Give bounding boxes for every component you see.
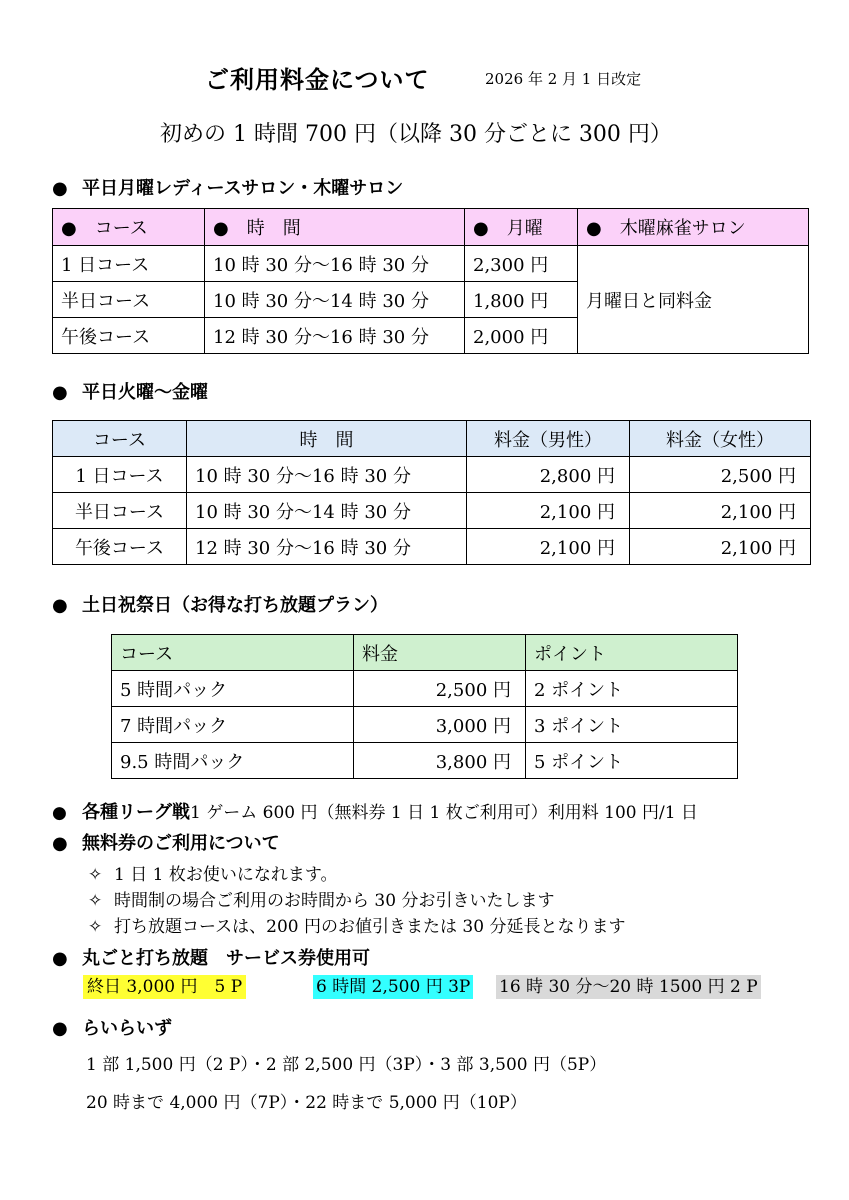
sparkle-icon: ✧ xyxy=(88,891,103,911)
table-row: 9.5 時間パック 3,800 円 5 ポイント xyxy=(112,743,738,779)
rairaizu-heading: ● らいらいず xyxy=(52,1018,172,1039)
coupon-heading: ● 無料券のご利用について xyxy=(52,833,280,854)
league-line: ● 各種リーグ戦1 ゲーム 600 円（無料券 1 日 1 枚ご利用可）利用料 100 円/1 日 xyxy=(52,802,698,823)
table-header: ● 月曜 xyxy=(465,209,578,246)
table-header: 料金 xyxy=(354,635,526,671)
thursday-same-price-note: 月曜日と同料金 xyxy=(578,246,809,354)
section1-heading: ● 平日月曜レディースサロン・木曜サロン xyxy=(52,178,404,199)
list-item: ✧ 時間制の場合ご利用のお時間から 30 分お引きいたします xyxy=(88,891,555,911)
bullet-icon: ● xyxy=(52,1018,68,1039)
all-you-can-play-heading: ● 丸ごと打ち放題 サービス券使用可 xyxy=(52,948,370,969)
table-header: 時 間 xyxy=(187,421,467,457)
table-header: ● コース xyxy=(53,209,205,246)
section2-heading: ● 平日火曜～金曜 xyxy=(52,382,208,403)
table-header: ポイント xyxy=(526,635,738,671)
rairaizu-line-1: 1 部 1,500 円（2 P）・2 部 2,500 円（3P）・3 部 3,500 円（5P） xyxy=(86,1055,607,1075)
base-price-subtitle: 初めの 1 時間 700 円（以降 30 分ごとに 300 円） xyxy=(160,122,672,147)
weekday-tue-fri-table xyxy=(52,420,811,565)
table-header: ● 時 間 xyxy=(205,209,465,246)
all-day-option: 終日 3,000 円 5 P xyxy=(83,975,246,999)
table-header: 料金（女性） xyxy=(630,421,811,457)
table-row: 午後コース 12 時 30 分～16 時 30 分 2,100 円 2,100 円 xyxy=(53,529,811,565)
bullet-icon: ● xyxy=(52,178,68,199)
table-row: 午後コース 12 時 30 分～16 時 30 分 2,000 円 xyxy=(53,318,809,354)
bullet-icon: ● xyxy=(52,833,68,854)
table-row: 5 時間パック 2,500 円 2 ポイント xyxy=(112,671,738,707)
sparkle-icon: ✧ xyxy=(88,917,103,937)
table-row: 1 日コース 10 時 30 分～16 時 30 分 2,300 円 月曜日と同料金 xyxy=(53,246,809,282)
evening-option: 16 時 30 分～20 時 1500 円 2 P xyxy=(496,975,761,999)
list-item: ✧ 1 日 1 枚お使いになれます。 xyxy=(88,865,338,885)
bullet-icon: ● xyxy=(52,948,68,969)
weekday-monday-table xyxy=(52,208,809,354)
bullet-icon: ● xyxy=(52,803,67,823)
table-row: 半日コース 10 時 30 分～14 時 30 分 1,800 円 xyxy=(53,282,809,318)
bullet-icon: ● xyxy=(52,595,68,616)
table-row: 半日コース 10 時 30 分～14 時 30 分 2,100 円 2,100 円 xyxy=(53,493,811,529)
page-title: ご利用料金について xyxy=(205,66,430,94)
list-item: ✧ 打ち放題コースは、200 円のお値引きまたは 30 分延長となります xyxy=(88,917,626,937)
table-header: ● 木曜麻雀サロン xyxy=(578,209,809,246)
rairaizu-line-2: 20 時まで 4,000 円（7P）・22 時まで 5,000 円（10P） xyxy=(86,1093,527,1113)
table-header: コース xyxy=(112,635,354,671)
sparkle-icon: ✧ xyxy=(88,865,103,885)
revision-date: 2026 年 2 月 1 日改定 xyxy=(485,70,642,88)
bullet-icon: ● xyxy=(52,382,68,403)
six-hour-option: 6 時間 2,500 円 3P xyxy=(313,975,473,999)
table-row: 7 時間パック 3,000 円 3 ポイント xyxy=(112,707,738,743)
table-header: コース xyxy=(53,421,187,457)
table-header: 料金（男性） xyxy=(467,421,630,457)
table-row: 1 日コース 10 時 30 分～16 時 30 分 2,800 円 2,500 円 xyxy=(53,457,811,493)
weekend-plan-table xyxy=(111,634,738,779)
section3-heading: ● 土日祝祭日（お得な打ち放題プラン） xyxy=(52,595,388,616)
